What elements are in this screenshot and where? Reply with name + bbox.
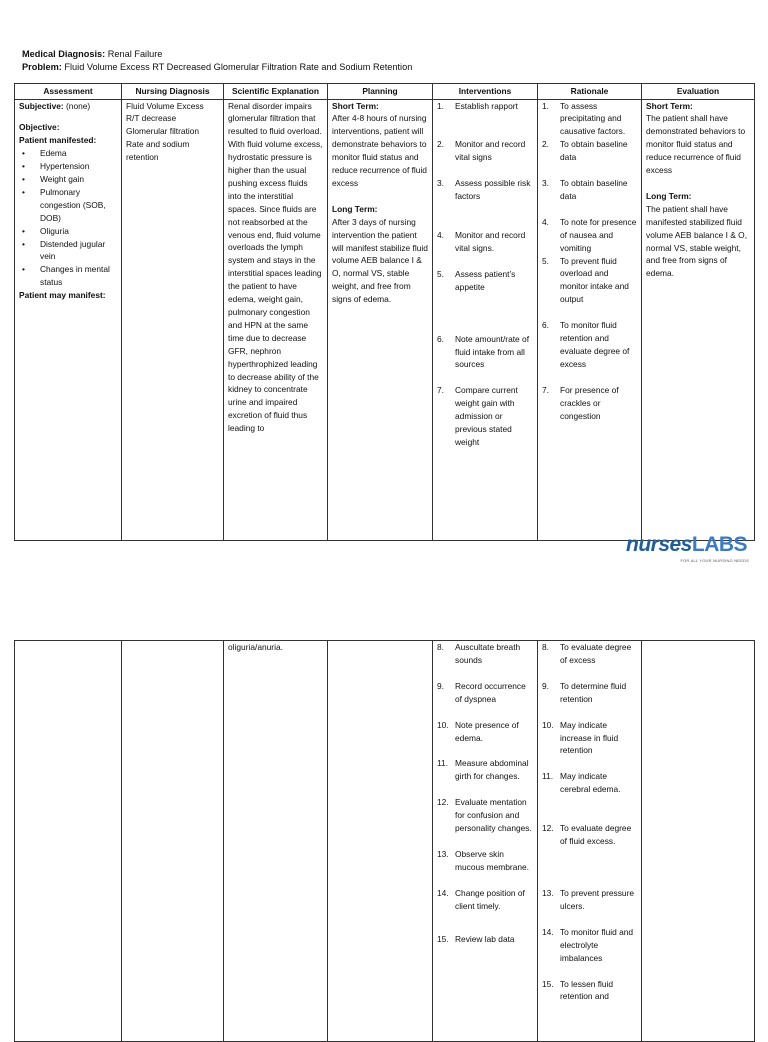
diagnosis-label: Medical Diagnosis: — [22, 49, 106, 59]
interventions-list — [437, 100, 533, 449]
list-item: 12. Evaluate mentation for confusion and personality changes. — [437, 797, 532, 834]
list-item: 13. To prevent pressure ulcers. — [542, 887, 635, 911]
evaluation-short-label: Short Term: — [646, 100, 693, 111]
scientific-explanation-text: oliguria/anuria. — [228, 642, 283, 652]
list-item: 14. Change position of client timely. — [437, 887, 525, 911]
problem-line — [22, 61, 412, 74]
evaluation-cell — [642, 99, 755, 540]
planning-short-label: Short Term: — [332, 100, 379, 111]
rationale-cell — [538, 641, 642, 1042]
scientific-explanation-cell — [224, 99, 328, 540]
column-header-evaluation: Evaluation — [642, 84, 755, 100]
column-header-scientific-explanation: Scientific Explanation — [224, 84, 328, 100]
signs-list — [19, 147, 117, 289]
nurseslabs-logo — [626, 534, 751, 564]
nursing-diagnosis-cell — [122, 641, 224, 1042]
list-item: • Distended jugular vein — [19, 238, 117, 264]
list-item: 4. Monitor and record vital signs. — [437, 230, 526, 253]
column-header-planning: Planning — [328, 84, 433, 100]
list-item: 14. To monitor fluid and electrolyte imbalances — [542, 926, 634, 963]
logo-part-1: nurses — [626, 533, 692, 556]
evaluation-long-text: The patient shall have manifested stabilized fluid volume AEB balance I & O, normal VS, stable weight, and free from signs of edema. — [646, 203, 748, 279]
list-item: 7. Compare current weight gain with admission or previous stated weight — [437, 385, 518, 447]
subjective-line — [19, 100, 117, 113]
care-plan-table-page-2 — [14, 640, 755, 1042]
problem-label: Problem: — [22, 62, 62, 72]
interventions-cell — [433, 99, 538, 540]
nursing-diagnosis-cell — [122, 99, 224, 540]
list-item: 15. Review lab data — [437, 933, 515, 944]
list-item: 10. Note presence of edema. — [437, 719, 519, 743]
list-item: 5. To prevent fluid overload and monitor intake and output — [542, 255, 629, 305]
objective-label: Objective: — [19, 122, 60, 133]
interventions-cell — [433, 641, 538, 1042]
list-item: 3. Assess possible risk factors — [437, 178, 531, 202]
problem-value: Fluid Volume Excess RT Decreased Glomerular Filtration Rate and Sodium Retention — [64, 62, 413, 72]
rationale-cell — [538, 99, 642, 540]
evaluation-short-text: The patient shall have demonstrated behaviors to monitor fluid status and reduce recurrence of fluid excess — [646, 113, 746, 176]
planning-long-text: After 3 days of nursing intervention the patient will manifest stabilize fluid volume AEB balance I & O, normal VS, stable weight, and free from signs of edema. — [332, 216, 428, 305]
diagnosis-value: Renal Failure — [107, 49, 163, 59]
planning-cell — [328, 641, 433, 1042]
list-item: 10. May indicate increase in fluid retention — [542, 719, 619, 756]
logo-tagline: FOR ALL YOUR NURSING NEEDS — [680, 558, 749, 563]
list-item: 2. To obtain baseline data — [542, 139, 628, 163]
table-row — [15, 99, 755, 540]
logo-part-2: LABS — [691, 533, 748, 556]
care-plan-table-page-1 — [14, 83, 755, 541]
rationale-list — [542, 100, 637, 423]
list-item: • Edema — [19, 147, 117, 160]
list-item: 11. Measure abdominal girth for changes. — [437, 758, 529, 782]
subjective-value: (none) — [66, 100, 91, 111]
may-manifest-label: Patient may manifest: — [19, 290, 106, 301]
list-item: 4. To note for presence of nausea and vomiting — [542, 216, 637, 253]
evaluation-long-label: Long Term: — [646, 190, 692, 201]
nursing-diagnosis-text: Fluid Volume Excess R/T decrease Glomerular filtration Rate and sodium retention — [126, 100, 204, 163]
assessment-cell — [15, 641, 122, 1042]
patient-manifested-label: Patient manifested: — [19, 135, 97, 146]
scientific-explanation-cell — [224, 641, 328, 1042]
scientific-explanation-text: Renal disorder impairs glomerular filtration that resulted to fluid overload. With fluid volume excess, hydrostatic pressure is higher than the usual pushing excess fluids into the interstitial spaces. Since fluids are not reabsorbed at the venous end, fluid volume overloads the lymph system and stays in the interstitial spaces leading the patient to have edema, weight gain, pulmonary congestion and HPN at the same time due to decrease GFR, nephron hyperthrophized leading to decrease ability of the kidney to concentrate urine and impaired excretion of fluid thus leading to — [228, 100, 323, 434]
list-item: 11. May indicate cerebral edema. — [542, 771, 621, 795]
list-item: 6. To monitor fluid retention and evaluate degree of excess — [542, 320, 630, 369]
column-header-rationale: Rationale — [538, 84, 642, 100]
subjective-label: Subjective: — [19, 100, 64, 111]
list-item: • Changes in mental status — [19, 263, 117, 289]
interventions-list — [437, 641, 533, 946]
planning-long-label: Long Term: — [332, 203, 378, 214]
assessment-cell — [15, 99, 122, 540]
list-item: 6. Note amount/rate of fluid intake from all sources — [437, 333, 530, 370]
column-header-nursing-diagnosis: Nursing Diagnosis — [122, 84, 224, 100]
column-header-assessment: Assessment — [15, 84, 122, 100]
evaluation-cell — [642, 641, 755, 1042]
list-item: 9. Record occurrence of dyspnea — [437, 680, 526, 704]
rationale-list — [542, 641, 637, 1003]
list-item: 8. To evaluate degree of excess — [542, 642, 632, 665]
medical-diagnosis-line — [22, 48, 412, 61]
list-item: 8. Auscultate breath sounds — [437, 642, 521, 665]
table-row — [15, 641, 755, 1042]
list-item: • Weight gain — [19, 173, 117, 186]
list-item: 9. To determine fluid retention — [542, 680, 627, 704]
list-item: 5. Assess patient’s appetite — [437, 268, 516, 292]
planning-short-text: After 4-8 hours of nursing interventions, patient will demonstrate behaviors to monitor fluid status and reduce recurrence of fluid excess — [332, 113, 427, 188]
list-item: • Oliguria — [19, 225, 117, 238]
document-header — [22, 48, 412, 74]
column-header-interventions: Interventions — [433, 84, 538, 100]
list-item: 3. To obtain baseline data — [542, 178, 628, 201]
list-item: 12. To evaluate degree of fluid excess. — [542, 823, 632, 847]
list-item: 1. Establish rapport — [437, 100, 518, 111]
table-header-row — [15, 84, 755, 100]
list-item: 15. To lessen fluid retention and — [542, 978, 614, 1002]
list-item: 1. To assess precipitating and causative factors. — [542, 100, 626, 137]
list-item: • Hypertension — [19, 160, 117, 173]
list-item: 13. Observe skin mucous membrane. — [437, 848, 530, 872]
planning-cell — [328, 99, 433, 540]
list-item: 2. Monitor and record vital signs — [437, 139, 526, 163]
list-item: 7. For presence of crackles or congestion — [542, 384, 619, 421]
list-item: • Pulmonary congestion (SOB, DOB) — [19, 186, 117, 225]
